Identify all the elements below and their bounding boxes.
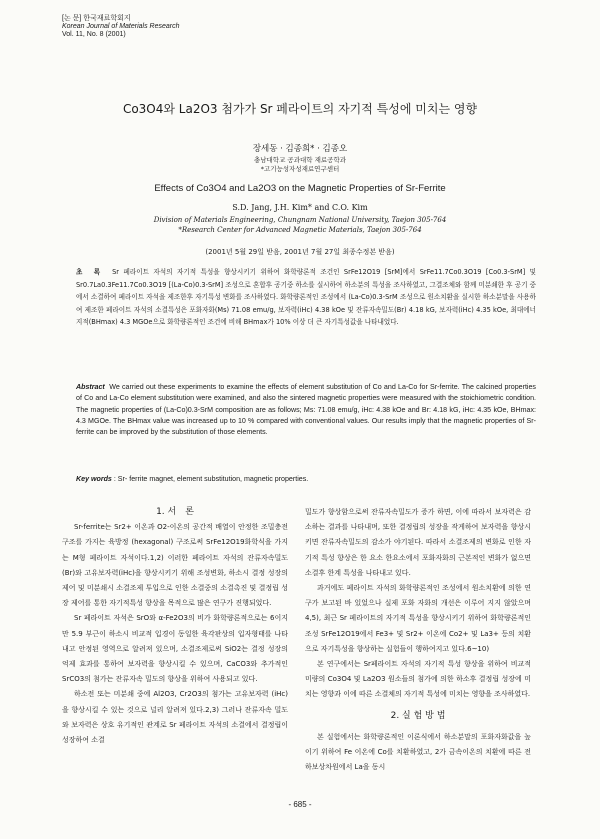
authors-korean: 장세동 · 김종희* · 김종오 [252,144,348,154]
journal-volume: Vol. 11, No. 8 (2001) [62,31,126,38]
paragraph: 본 연구에서는 Sr페라이트 자석의 자기적 특성 향상을 위하여 비교적 미량의 Co3O4 및 La2O3 원소들의 첨가에 의한 하소후 결정립 성장에 미치는 영향과 이에 따른 소결체의 자기적 특성에 미치는 영향을 조사하였다. [305,660,531,699]
received-dates: (2001년 5월 29일 받음, 2001년 7월 27일 최종수정본 받음) [205,248,395,256]
paragraph: 하소전 또는 미분쇄 중에 Al2O3, Cr2O3의 첨가는 고유보자력 (iHc)을 향상시킬 수 있는 것으로 널리 알려져 있다.2,3) 그러나 잔류자속 밀도와 보자력은 상호 유기적인 관계로 Sr 페라이트 자석의 소결에서 결정립이 성장하여 소결 [62,690,288,745]
journal-name-en: Korean Journal of Materials Research [62,23,180,30]
paragraph: 본 실험에서는 화학량론적인 이론식에서 하소분말의 포화자화값을 높이기 위하여 Fe 이온에 Co를 치환하였고, 2가 금속이온의 치환에 따른 전하보상차원에서 La을 동시 [305,732,531,772]
paragraph: Sr 페라이트 자석은 SrO와 α-Fe2O3의 비가 화학량론적으로는 6이지만 5.9 부근이 하소시 비교적 입경이 동일한 육각판상의 입자형태를 나타내고 안정된 영역으로 알려져 있으며, 소결조제로써 SiO2는 결정 성장의 억제 효과를 통하여 보자력을 향상시킬 수 있으며, CaCO3와 추가적인 SrCO3의 첨가는 잔류자속 밀도의 향상을 위하여 사용되고 있다. [62,614,288,684]
affiliation-ko-line: 충남대학교 공과대학 재료공학과 [253,156,347,164]
journal-header [62,15,180,39]
page-number: - 685 - [288,800,312,809]
body-right-column [305,505,531,775]
affiliation-en-line: *Research Center for Advanced Magnetic Materials, Taejon 305-764 [178,226,422,234]
journal-name-ko: [논 문] 한국재료학회지 [62,15,131,22]
affiliation-ko-line: *고기능성자성재료연구센터 [260,165,340,173]
affiliation-korean [0,156,600,174]
abstract-ko-label: 초 록 [76,268,101,276]
keywords-text: Sr- ferrite magnet, element substitution, magnetic properties. [117,475,309,483]
abstract-korean [76,266,536,329]
authors-english: S.D. Jang, J.H. Kim* and C.O. Kim [232,203,368,212]
abstract-ko-text: Sr 페라이트 자석의 자기적 특성을 향상시키기 위하여 화학량론적 조건인 SrFe12O19 [SrM]에서 SrFe11.7Co0.3O19 [Co0.3-SrM] 및 Sr0.7La0.3Fe11.7Co0.3O19 [(La-Co)0.3-SrM] 조성으로 혼합후 공기중 하소를 실시하여 하소분의 특성을 조사하였고, 그결조체와 함께 미분쇄한 후 공기 중에서 소결하여 페라이트 자석을 제조한후 자기특성 변화를 조사하였다. 화학량론적인 조성에서 (La-Co)0.3-SrM 조성으로 원소치환을 실시한 하소분말을 사용하여 제조한 페라이트 자석의 소결특성은 포화자화(Ms) 71.08 emu/g, 보자력(iHc) 4.38 kOe 및 잔류자속밀도(Br) 4.18 kG, 보자력(iHc) 4.35 kOe, 최대에너지적(BHmax) 4.3 MGOe으로 화학량론적인 조건에 비해 BHmax가 10% 이상 더 큰 자기특성값을 나타내었다. [76,268,537,326]
body-left-column [62,505,288,748]
title-english: Effects of Co3O4 and La2O3 on the Magnetic Properties of Sr-Ferrite [154,183,446,194]
affiliation-en-line: Division of Materials Engineering, Chungnam National University, Taejon 305-764 [153,216,447,224]
section-title-methods: 2. 실 험 방 법 [390,710,446,721]
section-title-introduction: 1. 서 론 [156,507,194,517]
keywords-label: Key words [76,475,112,483]
abstract-english [76,382,536,438]
abstract-en-label: Abstract [76,383,105,391]
paragraph: Sr-ferrite는 Sr2+ 이온과 O2-이온의 공간적 배열이 안정한 조밀충전구조를 가지는 육방정 (hexagonal) 구조로써 SrFe12O19화학식을 가지는 M형 페라이트 자석이다.1,2) 이러한 페라이트 자석의 잔류자속밀도(Br)와 고유보자력(iHc)을 향상시키기 위해 조성변화, 하소시 결정 성장의 제어 및 미분쇄시 소결조제 투입으로 인한 소결중의 소결촉진 및 결정립 성장 제어를 통한 자기적특성 향상을 목적으로 많은 연구가 진행되었다. [62,523,288,608]
affiliation-english [0,215,600,235]
paragraph: 과거에도 페라이트 자석의 화학량론적인 조성에서 원소치환에 의한 연구가 보고된 바 있었으나 실제 포화 자화의 개선은 이루어 지지 않았으며4,5), 최근 Sr 페라이트의 자기적 특성을 향상시키기 위하여 화학량론적인 조성 SrFe12O19에서 Fe3+ 및 Sr2+ 이온에 Co2+ 및 La3+ 등의 치환으로 자기특성을 향상하는 실험들이 행하여지고 있다.6~10) [305,584,531,653]
keywords: Key words : Sr- ferrite magnet, element substitution, magnetic properties. [76,475,309,483]
abstract-en-text: We carried out these experiments to examine the effects of element substitution of Co and La-Co for Sr-ferrite. The calcined properties of Co and La-Co element substitution were examined, and also the sintered magnetic properties were measured with the stoichiometric condition. The magnetic properties of (La-Co)0.3-SrM composition are as follows; Ms: 71.08 emu/g, iHc: 4.38 kOe and Br: 4.18 kG, iHc: 4.35 kOe, BHmax: 4.3 MGOe. The BHmax value was increased up to 10 % compared with conventional values. Our results imply that the magnetic properties of Sr-ferrite can be improved by the substitution of those elements. [76,383,536,437]
paragraph: 밀도가 향상함으로써 잔류자속밀도가 증가 하면, 이에 따라서 보자력은 감소하는 결과를 나타내며, 또한 결정립의 성장을 작게하여 보자력을 향상시키면 잔류자속밀도의 감소가 야기된다. 따라서 소결조제의 변화로 인한 자기적 특성 향상은 한 요소 한요소에서 포화자화의 근본적인 변화가 없으면 소결후 한계 특성을 나타내고 있다. [305,508,531,577]
title-korean: Co3O4와 La2O3 첨가가 Sr 페라이트의 자기적 특성에 미치는 영향 [122,102,478,116]
